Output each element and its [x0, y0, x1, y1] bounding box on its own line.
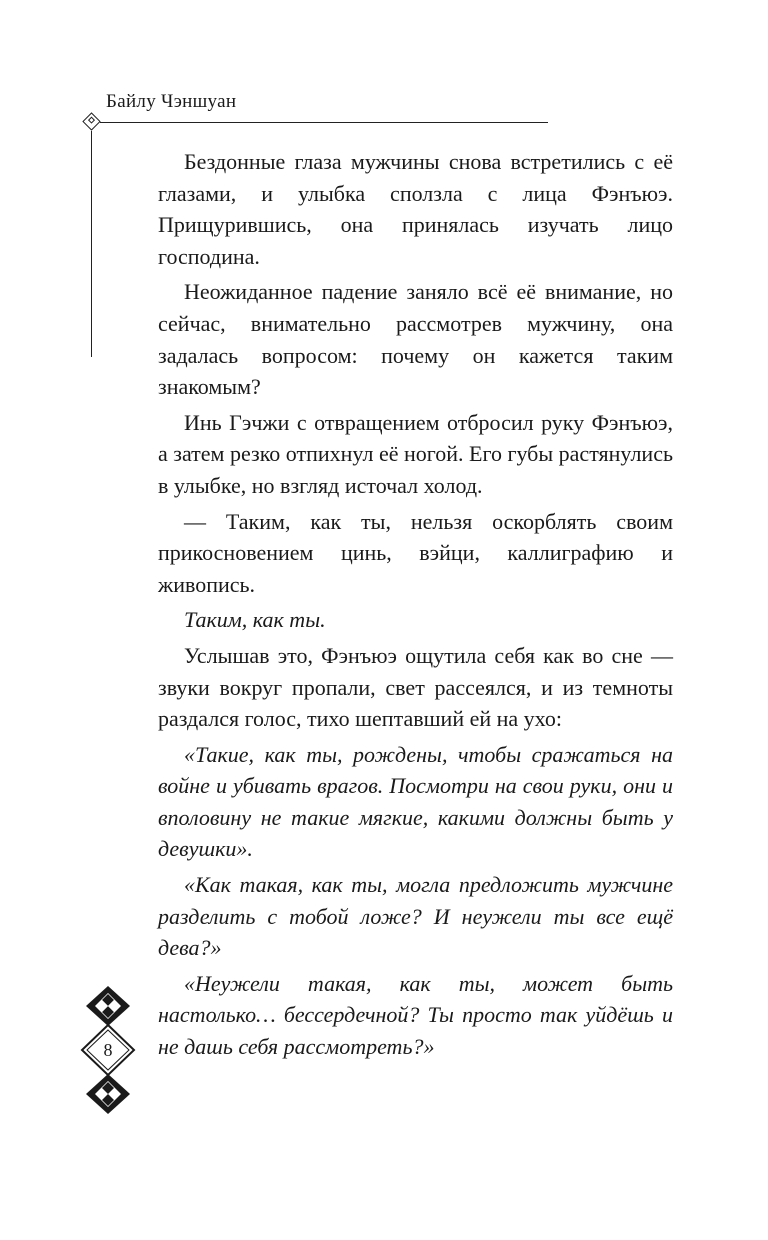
paragraph-italic: «Такие, как ты, рождены, чтобы сражаться на войне и убивать врагов. Посмотри на свои руки, они и вполовину не такие мягкие, какими должны быть у девушки».: [158, 741, 673, 862]
paragraph-italic: «Неужели такая, как ты, может быть настолько… бессердечной? Ты просто так уйдёшь и не дашь себя рассмотреть?»: [158, 970, 673, 1060]
paragraph: Бездонные глаза мужчины снова встретились с её глазами, и улыбка сползла с лица Фэнъюэ. Прищурившись, она принялась изучать лицо господина.: [158, 149, 673, 269]
page-number: 8: [103, 1040, 113, 1060]
paragraph: Инь Гэчжи с отвращением отбросил руку Фэнъюэ, а затем резко отпихнул её ногой. Его губы растянулись в улыбке, но взгляд источал холод.: [158, 409, 673, 498]
body-text: [158, 146, 673, 1067]
paragraph-italic: «Как такая, как ты, могла предложить мужчине разделить с тобой ложе? И неужели ты все ещё дева?»: [158, 872, 673, 961]
header-ornament-icon: [82, 112, 100, 130]
running-head: Байлу Чэншуан: [106, 91, 237, 112]
paragraph-italic: Таким, как ты.: [184, 607, 326, 633]
folio-ornament: [80, 984, 136, 1118]
paragraph: — Таким, как ты, нельзя оскорблять своим прикосновением цинь, вэйци, каллиграфию и живопись.: [158, 508, 673, 597]
header-rule: [100, 122, 548, 123]
paragraph: Услышав это, Фэнъюэ ощутила себя как во сне — звуки вокруг пропали, свет рассеялся, и из темноты раздался голос, тихо шептавший ей на ухо:: [158, 642, 673, 732]
vertical-rule: [91, 131, 92, 357]
paragraph: Неожиданное падение заняло всё её внимание, но сейчас, внимательно рассмотрев мужчину, она задалась вопросом: почему он кажется таким знакомым?: [158, 279, 673, 400]
